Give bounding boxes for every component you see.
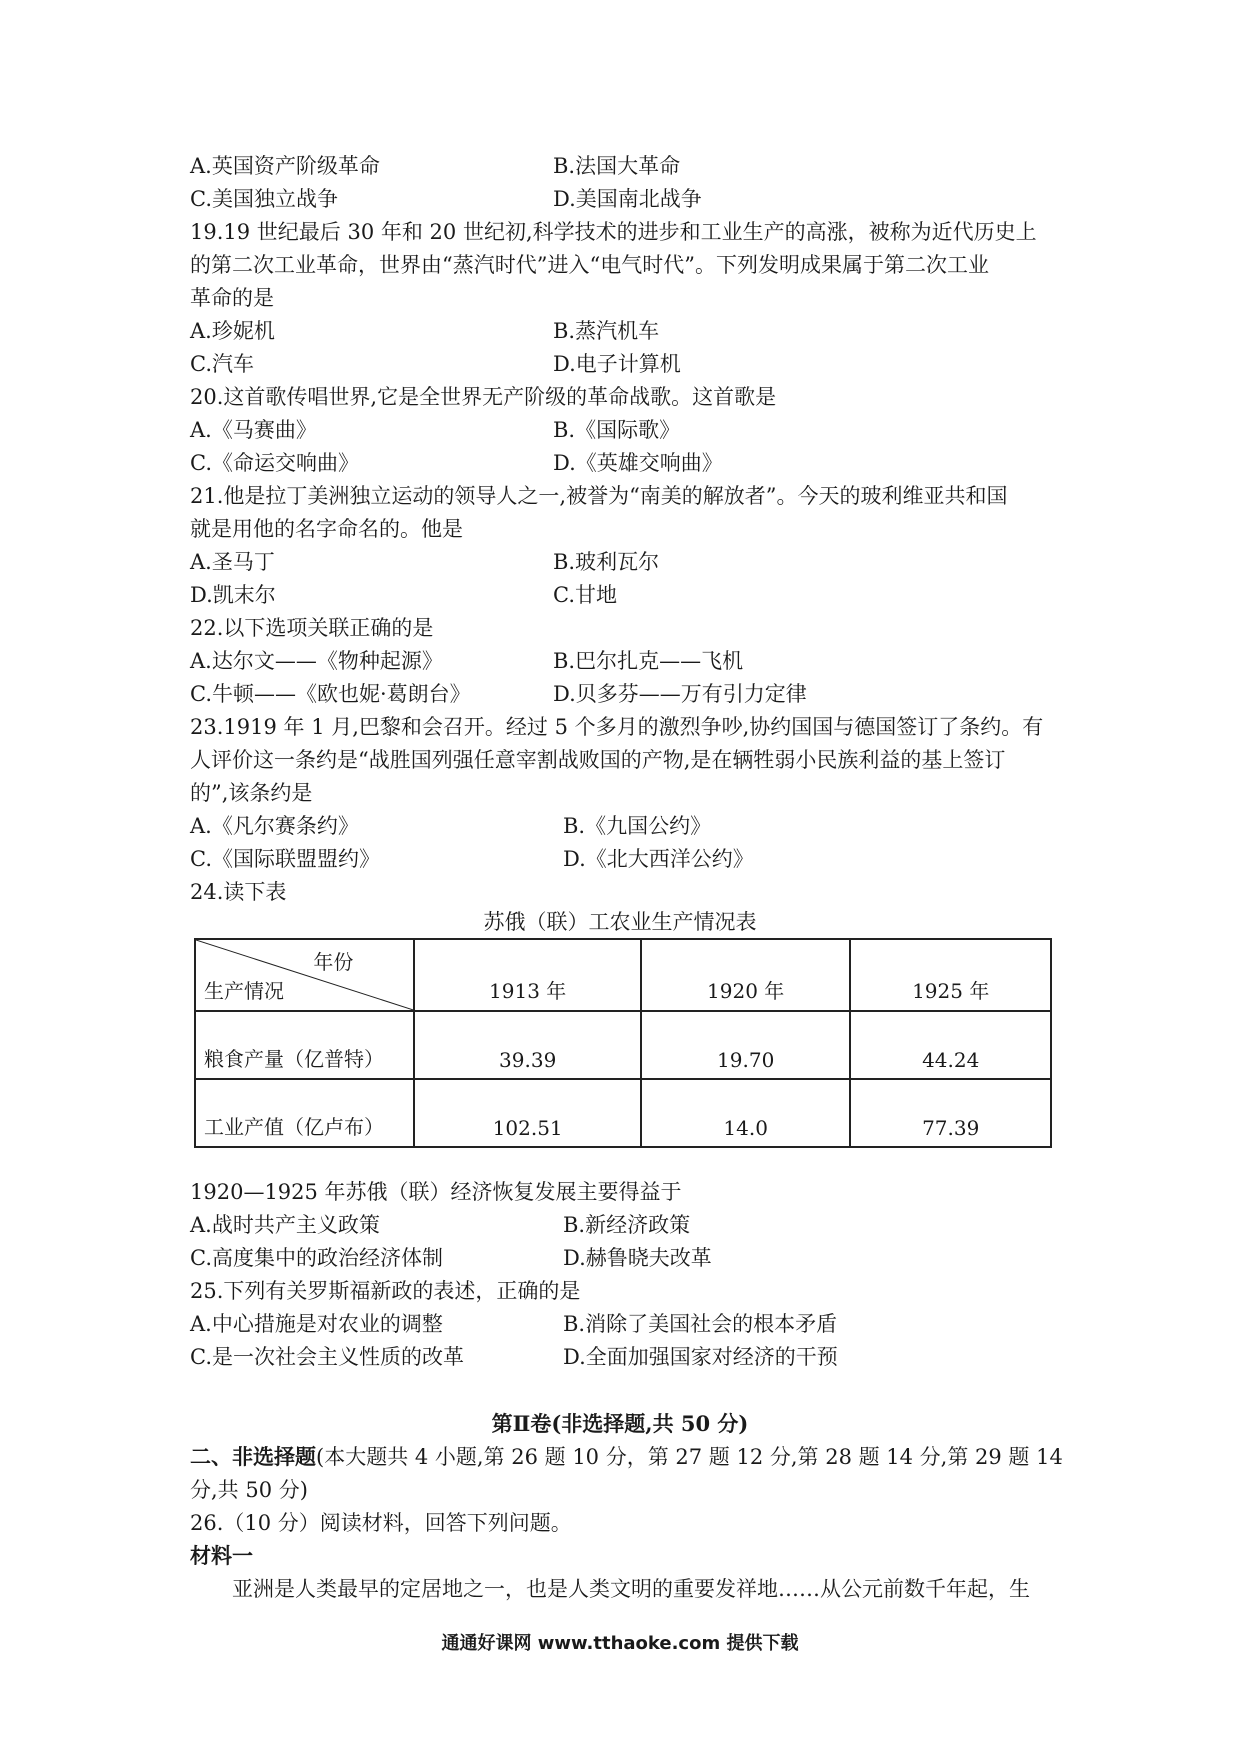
q23-option-a: A.《凡尔赛条约》 [190, 814, 359, 838]
q20-option-a: A.《马赛曲》 [190, 418, 317, 442]
production-table [194, 938, 1052, 1148]
q22-option-b: B.巴尔扎克——飞机 [553, 649, 744, 673]
q23-stem-1: 23.1919 年 1 月,巴黎和会召开。经过 5 个多月的激烈争吵,协约国国与德国签订了条约。有 [190, 715, 1044, 739]
q21-option-b: B.玻利瓦尔 [553, 550, 660, 574]
table-row [195, 1011, 1051, 1079]
q24-option-a: A.战时共产主义政策 [190, 1213, 380, 1237]
q18-option-c: C.美国独立战争 [190, 187, 338, 211]
q22-option-a: A.达尔文——《物种起源》 [190, 649, 443, 673]
q22-stem: 22.以下选项关联正确的是 [190, 616, 434, 640]
q19-option-c: C.汽车 [190, 352, 254, 376]
q23-option-c: C.《国际联盟盟约》 [190, 847, 380, 871]
q19-stem-3: 革命的是 [190, 286, 274, 310]
q20-stem: 20.这首歌传唱世界,它是全世界无产阶级的革命战歌。这首歌是 [190, 385, 777, 409]
q25-option-d: D.全面加强国家对经济的干预 [563, 1345, 838, 1369]
part2-section-line-1 [190, 1441, 1063, 1473]
q19-option-d: D.电子计算机 [553, 352, 681, 376]
material-label: 材料一 [190, 1543, 253, 1568]
q22-option-c: C.牛顿——《欧也妮·葛朗台》 [190, 682, 471, 706]
q24-stem-2: 1920—1925 年苏俄（联）经济恢复发展主要得益于 [190, 1180, 682, 1204]
q19-option-a: A.珍妮机 [190, 319, 275, 343]
q25-option-c: C.是一次社会主义性质的改革 [190, 1345, 464, 1369]
q23-stem-2: 人评价这一条约是“战胜国列强任意宰割战败国的产物,是在辆牲弱小民族利益的基上签订 [190, 748, 1006, 772]
table-cell: 77.39 [850, 1079, 1051, 1147]
q19-stem-1: 19.19 世纪最后 30 年和 20 世纪初,科学技术的进步和工业生产的高涨，被称为近代历史上 [190, 220, 1037, 244]
table-title: 苏俄（联）工农业生产情况表 [483, 910, 757, 934]
q20-option-b: B.《国际歌》 [553, 418, 681, 442]
q24-option-b: B.新经济政策 [563, 1213, 691, 1237]
q25-option-b: B.消除了美国社会的根本矛盾 [563, 1312, 838, 1336]
part2-heading: 第Ⅱ卷(非选择题,共 50 分) [491, 1411, 749, 1436]
table-cell: 14.0 [641, 1079, 851, 1147]
table-header-row [195, 939, 1051, 1011]
q21-option-a: A.圣马丁 [190, 550, 275, 574]
q23-option-d: D.《北大西洋公约》 [563, 847, 754, 871]
q24-option-c: C.高度集中的政治经济体制 [190, 1246, 443, 1270]
section-description: (本大题共 4 小题,第 26 题 10 分，第 27 题 12 分,第 28 题 14 分,第 29 题 14 [316, 1445, 1063, 1469]
row-label: 粮食产量（亿普特） [195, 1011, 414, 1079]
part2-section-line-2: 分,共 50 分) [190, 1478, 308, 1502]
q20-option-d: D.《英雄交响曲》 [553, 451, 723, 475]
year-header: 1913 年 [414, 939, 641, 1011]
q21-stem-1: 21.他是拉丁美洲独立运动的领导人之一,被誉为“南美的解放者”。今天的玻利维亚共和国 [190, 484, 1008, 508]
q21-stem-2: 就是用他的名字命名的。他是 [190, 517, 463, 541]
year-header: 1925 年 [850, 939, 1051, 1011]
q25-option-a: A.中心措施是对农业的调整 [190, 1312, 443, 1336]
section-title: 二、非选择题 [190, 1444, 316, 1469]
page-footer: 通通好课网 www.tthaoke.com 提供下载 [441, 1633, 799, 1654]
q20-option-c: C.《命运交响曲》 [190, 451, 359, 475]
corner-label-year: 年份 [313, 950, 354, 974]
q18-option-d: D.美国南北战争 [553, 187, 702, 211]
corner-label-production: 生产情况 [204, 979, 284, 1003]
year-header: 1920 年 [641, 939, 851, 1011]
q21-option-c: C.甘地 [553, 583, 617, 607]
q25-stem: 25.下列有关罗斯福新政的表述，正确的是 [190, 1279, 581, 1303]
q24-option-d: D.赫鲁晓夫改革 [563, 1246, 712, 1270]
q22-option-d: D.贝多芬——万有引力定律 [553, 682, 807, 706]
q18-option-b: B.法国大革命 [553, 154, 681, 178]
material-text: 亚洲是人类最早的定居地之一，也是人类文明的重要发祥地……从公元前数千年起，生 [232, 1577, 1030, 1601]
q24-stem: 24.读下表 [190, 880, 287, 904]
table-corner-cell [195, 939, 414, 1011]
q23-stem-3: 的”,该条约是 [190, 781, 313, 805]
row-label: 工业产值（亿卢布） [195, 1079, 414, 1147]
q21-option-d: D.凯末尔 [190, 583, 276, 607]
q19-stem-2: 的第二次工业革命，世界由“蒸汽时代”进入“电气时代”。下列发明成果属于第二次工业 [190, 253, 989, 277]
q19-option-b: B.蒸汽机车 [553, 319, 660, 343]
table-cell: 19.70 [641, 1011, 851, 1079]
q26-stem: 26.（10 分）阅读材料，回答下列问题。 [190, 1511, 572, 1535]
table-cell: 102.51 [414, 1079, 641, 1147]
q23-option-b: B.《九国公约》 [563, 814, 712, 838]
table-cell: 44.24 [850, 1011, 1051, 1079]
q18-option-a: A.英国资产阶级革命 [190, 154, 380, 178]
table-cell: 39.39 [414, 1011, 641, 1079]
table-row [195, 1079, 1051, 1147]
